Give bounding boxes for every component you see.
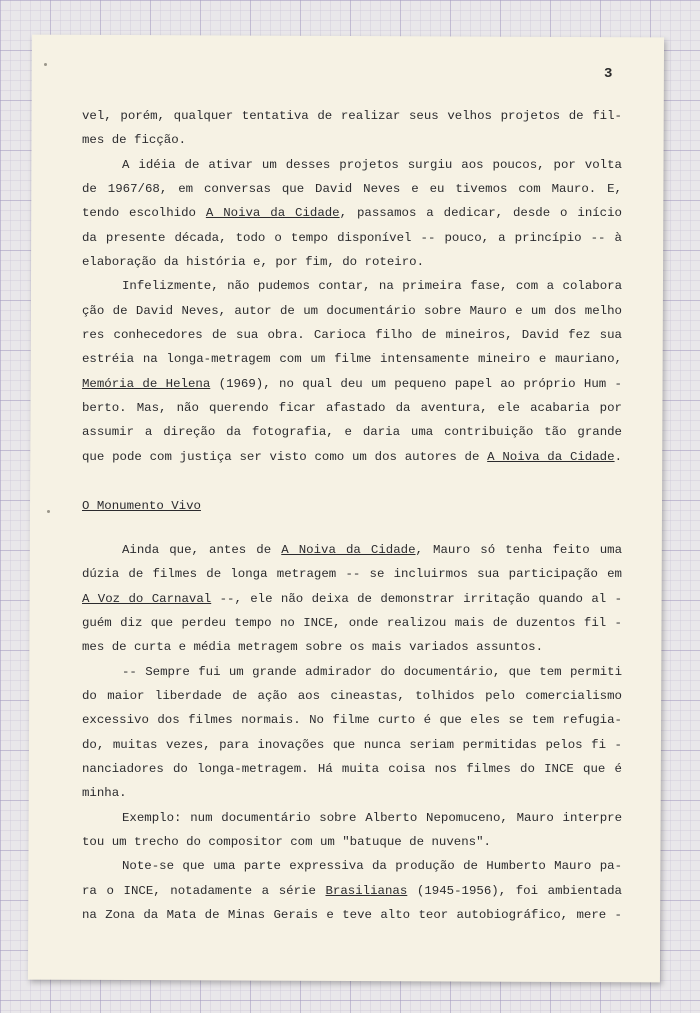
text-line: dúzia de filmes de longa metragem -- se incluirmos sua participação em xyxy=(82,567,622,582)
text-line: assumir a direção da fotografia, e daria uma contribuição tão grande xyxy=(82,425,622,440)
text-span: ra o INCE, notadamente a série xyxy=(82,883,326,898)
document-body xyxy=(82,104,622,927)
text-line: Exemplo: num documentário sobre Alberto Nepomuceno, Mauro interpre xyxy=(122,810,622,825)
text-line: Note-se que uma parte expressiva da produção de Humberto Mauro pa- xyxy=(122,859,622,874)
text-line: guém diz que perdeu tempo no INCE, onde realizou mais de duzentos fil - xyxy=(82,615,622,630)
text-line: excessivo dos filmes normais. No filme curto é que eles se tem refugia- xyxy=(82,713,622,728)
punch-hole xyxy=(47,510,50,513)
text-span: tendo escolhido xyxy=(82,206,206,221)
text-line: mes de curta e média metragem sobre os mais variados assuntos. xyxy=(82,640,544,655)
text-line: do, muitas vezes, para inovações que nunca seriam permitidas pelos fi - xyxy=(82,737,622,752)
underlined-title: Memória de Helena xyxy=(82,376,211,391)
text-line: vel, porém, qualquer tentativa de realizar seus velhos projetos de fil- xyxy=(82,109,622,123)
text-line: res conhecedores de sua obra. Carioca filho de mineiros, David fez sua xyxy=(82,328,622,343)
text-span: Ainda que, antes de xyxy=(122,542,282,557)
text-line: estréia na longa-metragem com um filme intensamente mineiro e mauriano, xyxy=(82,352,622,367)
text-line: de 1967/68, em conversas que David Neves e eu tivemos com Mauro. E, xyxy=(82,182,622,197)
text-line xyxy=(82,372,622,396)
underlined-title: Brasilianas xyxy=(325,883,408,898)
text-line: na Zona da Mata de Minas Gerais e teve alto teor autobiográfico, mere - xyxy=(82,908,622,922)
text-line: da presente década, todo o tempo disponível -- pouco, a princípio -- à xyxy=(82,230,622,245)
text-span: . xyxy=(614,449,622,464)
page-number: 3 xyxy=(604,66,613,82)
text-line: -- Sempre fui um grande admirador do documentário, que tem permiti xyxy=(122,664,622,679)
text-line: tou um trecho do compositor com um "batuque de nuvens". xyxy=(82,834,491,849)
text-line: mes de ficção. xyxy=(82,133,187,148)
underlined-title: A Voz do Carnaval xyxy=(82,591,212,606)
text-span: , Mauro só tenha feito uma xyxy=(415,542,623,557)
text-line xyxy=(82,587,622,611)
text-line: ção de David Neves, autor de um documentário sobre Mauro e um dos melho xyxy=(82,303,622,318)
text-line: minha. xyxy=(82,786,127,801)
text-line: A idéia de ativar um desses projetos surgiu aos poucos, por volta xyxy=(122,157,622,172)
text-line xyxy=(82,445,622,469)
text-line xyxy=(82,201,622,225)
text-span: (1969), no qual deu um pequeno papel ao próprio Hum - xyxy=(210,376,622,391)
text-span: que pode com justiça ser visto como um dos autores de xyxy=(82,449,488,464)
text-line: nanciadores do longa-metragem. Há muita coisa nos filmes do INCE que é xyxy=(82,761,622,776)
text-span: --, ele não deixa de demonstrar irritação quando al - xyxy=(211,591,623,606)
text-line: elaboração da história e, por fim, do roteiro. xyxy=(82,255,425,270)
text-line xyxy=(82,879,622,903)
paragraph-block-1 xyxy=(82,104,622,469)
underlined-title: A Noiva da Cidade xyxy=(281,542,416,557)
text-line xyxy=(82,538,622,562)
text-line: berto. Mas, não querendo ficar afastado da aventura, ele acabaria por xyxy=(82,401,622,416)
text-span: , passamos a dedicar, desde o início xyxy=(339,206,622,221)
underlined-title: A Noiva da Cidade xyxy=(205,206,340,221)
text-span: (1945-1956), foi ambientada xyxy=(407,883,622,898)
paragraph-block-2 xyxy=(82,538,622,928)
underlined-title: A Noiva da Cidade xyxy=(487,449,615,464)
text-line: Infelizmente, não pudemos contar, na primeira fase, com a colabora xyxy=(122,279,622,294)
section-heading: O Monumento Vivo xyxy=(82,498,201,513)
punch-hole xyxy=(44,63,47,66)
text-line: do maior liberdade de ação aos cineastas, tolhidos pelo comercialismo xyxy=(82,688,622,703)
